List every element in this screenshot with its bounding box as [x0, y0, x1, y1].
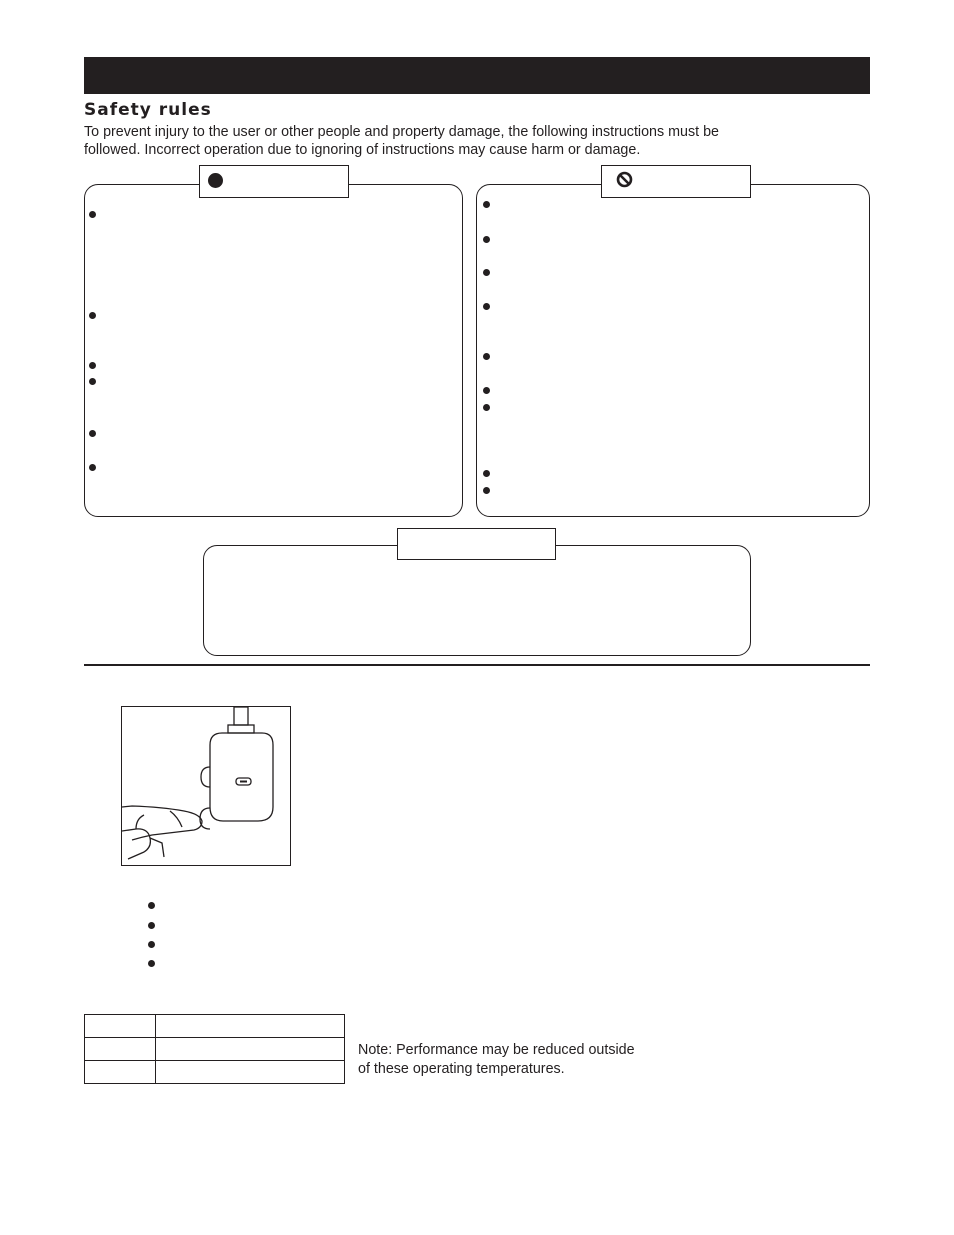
prohibition-icon [616, 171, 633, 188]
prohibited-bullet [483, 387, 490, 394]
prohibited-bullet [483, 269, 490, 276]
table-row [85, 1038, 345, 1061]
must-do-bullet [89, 312, 96, 319]
prohibited-box [476, 184, 870, 517]
table-row [85, 1061, 345, 1084]
caution-box [203, 545, 751, 656]
must-do-bullet [89, 211, 96, 218]
prohibited-tab [601, 165, 751, 198]
must-do-bullet [89, 430, 96, 437]
list-bullet [148, 960, 155, 967]
prohibited-bullet [483, 201, 490, 208]
header-bar [84, 57, 870, 94]
must-do-tab [199, 165, 349, 198]
device-illustration [121, 706, 291, 866]
operating-temperature-table [84, 1014, 345, 1084]
section-divider [84, 664, 870, 666]
prohibited-bullet [483, 470, 490, 477]
performance-note [358, 1041, 635, 1079]
note-line-1: Note: Performance may be reduced outside [358, 1042, 635, 1058]
list-bullet [148, 902, 155, 909]
table-row [85, 1015, 345, 1038]
table-cell [85, 1038, 156, 1061]
note-line-2: of these operating temperatures. [358, 1061, 565, 1077]
prohibited-bullet [483, 353, 490, 360]
caution-tab [397, 528, 556, 560]
device-button-press-illustration [122, 707, 290, 865]
intro-line-1: To prevent injury to the user or other people and property damage, the following instructions must be [84, 124, 719, 140]
table-cell [156, 1038, 345, 1061]
prohibited-bullet [483, 236, 490, 243]
prohibited-bullet [483, 303, 490, 310]
must-do-bullet [89, 464, 96, 471]
list-bullet [148, 941, 155, 948]
filled-circle-icon [208, 173, 223, 188]
must-do-bullet [89, 378, 96, 385]
table-cell [85, 1015, 156, 1038]
intro-text [84, 123, 844, 159]
section-title: Safety rules [84, 100, 212, 120]
table-cell [156, 1061, 345, 1084]
prohibited-bullet [483, 404, 490, 411]
intro-line-2: followed. Incorrect operation due to ignoring of instructions may cause harm or damage. [84, 142, 641, 158]
table-cell [156, 1015, 345, 1038]
prohibited-bullet [483, 487, 490, 494]
list-bullet [148, 922, 155, 929]
must-do-bullet [89, 362, 96, 369]
table-cell [85, 1061, 156, 1084]
must-do-box [84, 184, 463, 517]
